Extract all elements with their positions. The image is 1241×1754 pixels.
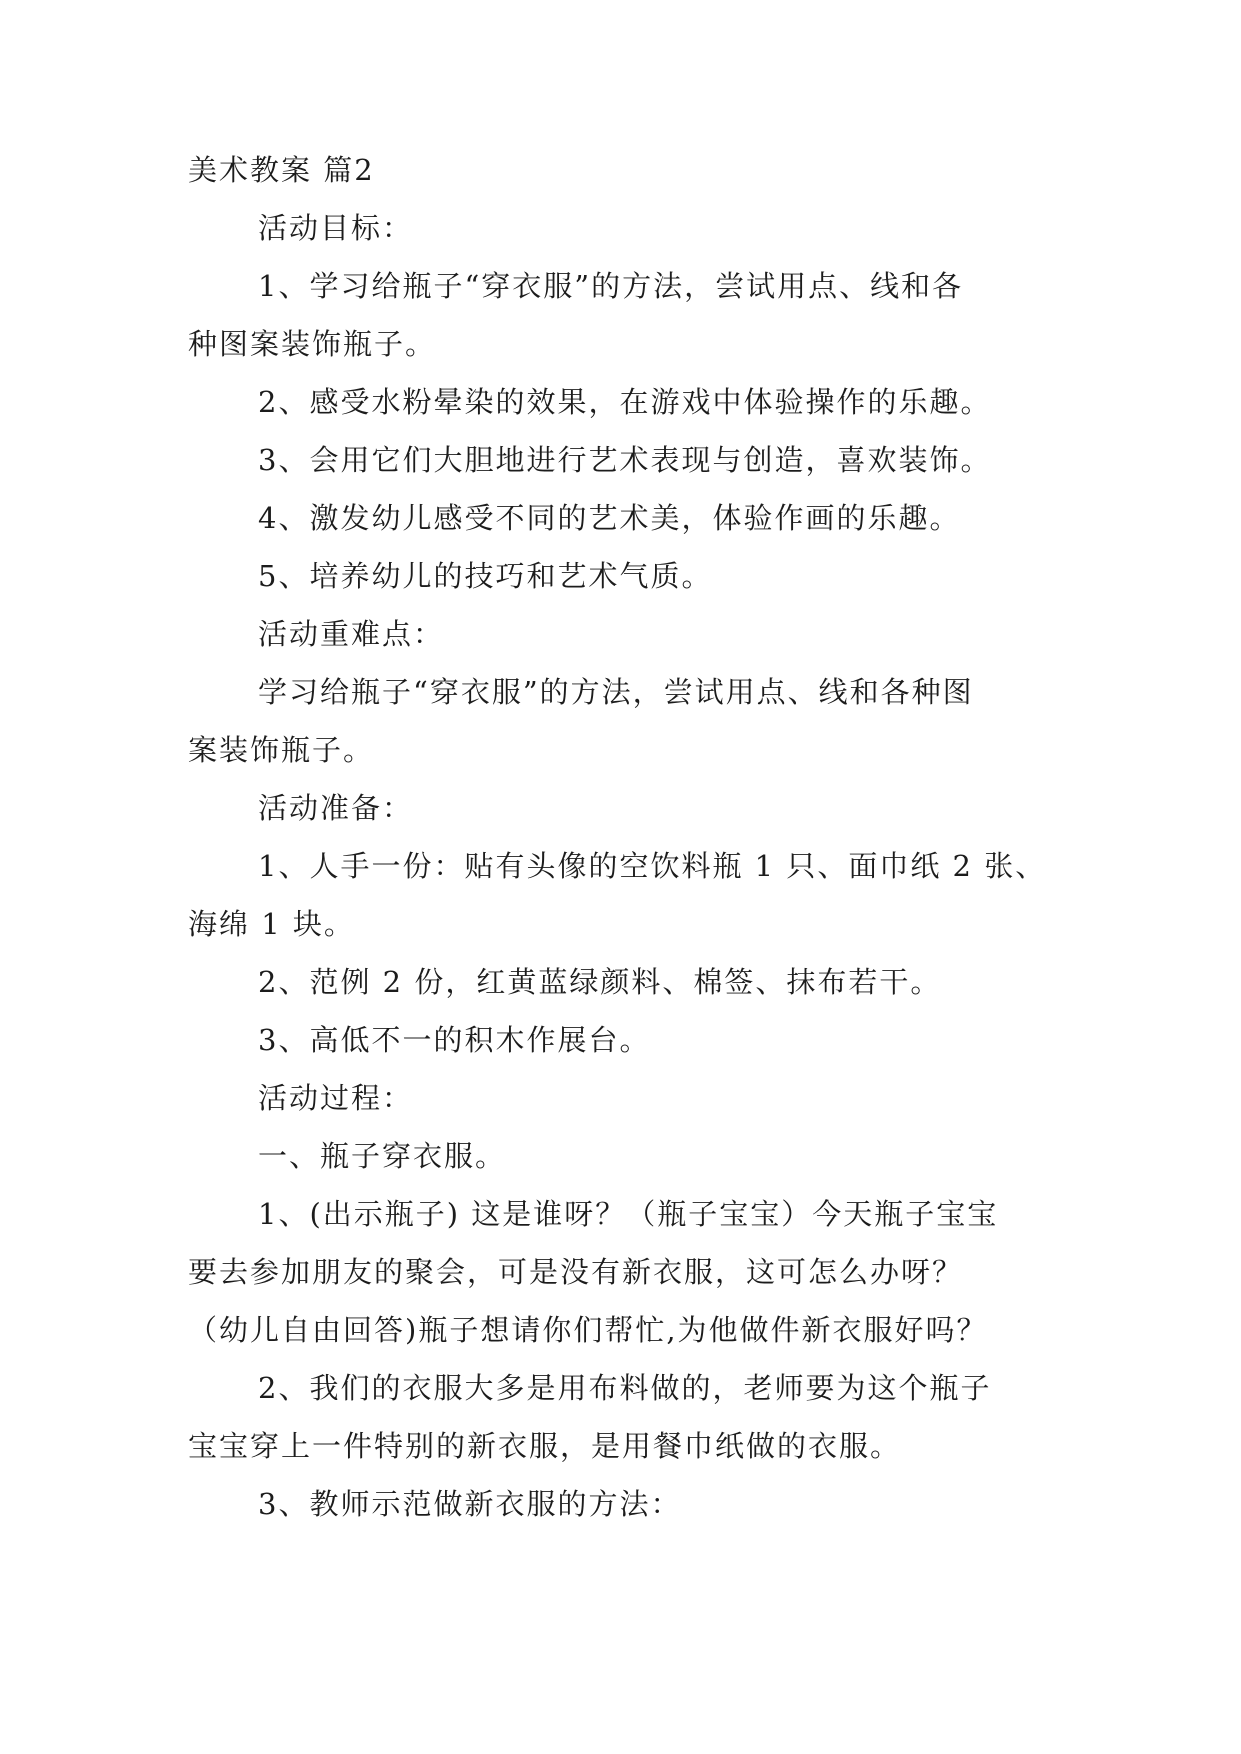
- paragraph-line: 要去参加朋友的聚会，可是没有新衣服，这可怎么办呀？: [188, 1255, 964, 1289]
- paragraph-line: 2、我们的衣服大多是用布料做的，老师要为这个瓶子: [258, 1371, 992, 1405]
- paragraph-line: 5、培养幼儿的技巧和艺术气质。: [258, 559, 713, 593]
- paragraph-line: （幼儿自由回答)瓶子想请你们帮忙,为他做件新衣服好吗？: [188, 1313, 988, 1347]
- paragraph-line: 一、瓶子穿衣服。: [258, 1139, 507, 1173]
- paragraph-line: 2、感受水粉晕染的效果，在游戏中体验操作的乐趣。: [258, 385, 992, 419]
- paragraph-line: 宝宝穿上一件特别的新衣服，是用餐巾纸做的衣服。: [188, 1429, 902, 1463]
- paragraph-line: 1、人手一份：贴有头像的空饮料瓶 1 只、面巾纸 2 张、: [258, 849, 1047, 883]
- paragraph-line: 3、教师示范做新衣服的方法：: [258, 1487, 682, 1521]
- paragraph-line: 海绵 1 块。: [188, 907, 355, 941]
- paragraph-line: 1、学习给瓶子“穿衣服”的方法，尝试用点、线和各: [258, 269, 964, 303]
- paragraph-line: 1、(出示瓶子) 这是谁呀？（瓶子宝宝）今天瓶子宝宝: [258, 1197, 999, 1231]
- paragraph-line: 3、高低不一的积木作展台。: [258, 1023, 651, 1057]
- paragraph-line: 案装饰瓶子。: [188, 733, 375, 767]
- section-heading-key-points: 活动重难点：: [258, 617, 445, 651]
- section-heading-goals: 活动目标：: [258, 211, 414, 245]
- paragraph-line: 3、会用它们大胆地进行艺术表现与创造，喜欢装饰。: [258, 443, 992, 477]
- document-title: 美术教案 篇2: [188, 153, 375, 187]
- paragraph-line: 2、范例 2 份，红黄蓝绿颜料、棉签、抹布若干。: [258, 965, 942, 999]
- section-heading-process: 活动过程：: [258, 1081, 414, 1115]
- paragraph-line: 种图案装饰瓶子。: [188, 327, 437, 361]
- paragraph-line: 4、激发幼儿感受不同的艺术美，体验作画的乐趣。: [258, 501, 961, 535]
- section-heading-preparation: 活动准备：: [258, 791, 414, 825]
- paragraph-line: 学习给瓶子“穿衣服”的方法，尝试用点、线和各种图: [258, 675, 974, 709]
